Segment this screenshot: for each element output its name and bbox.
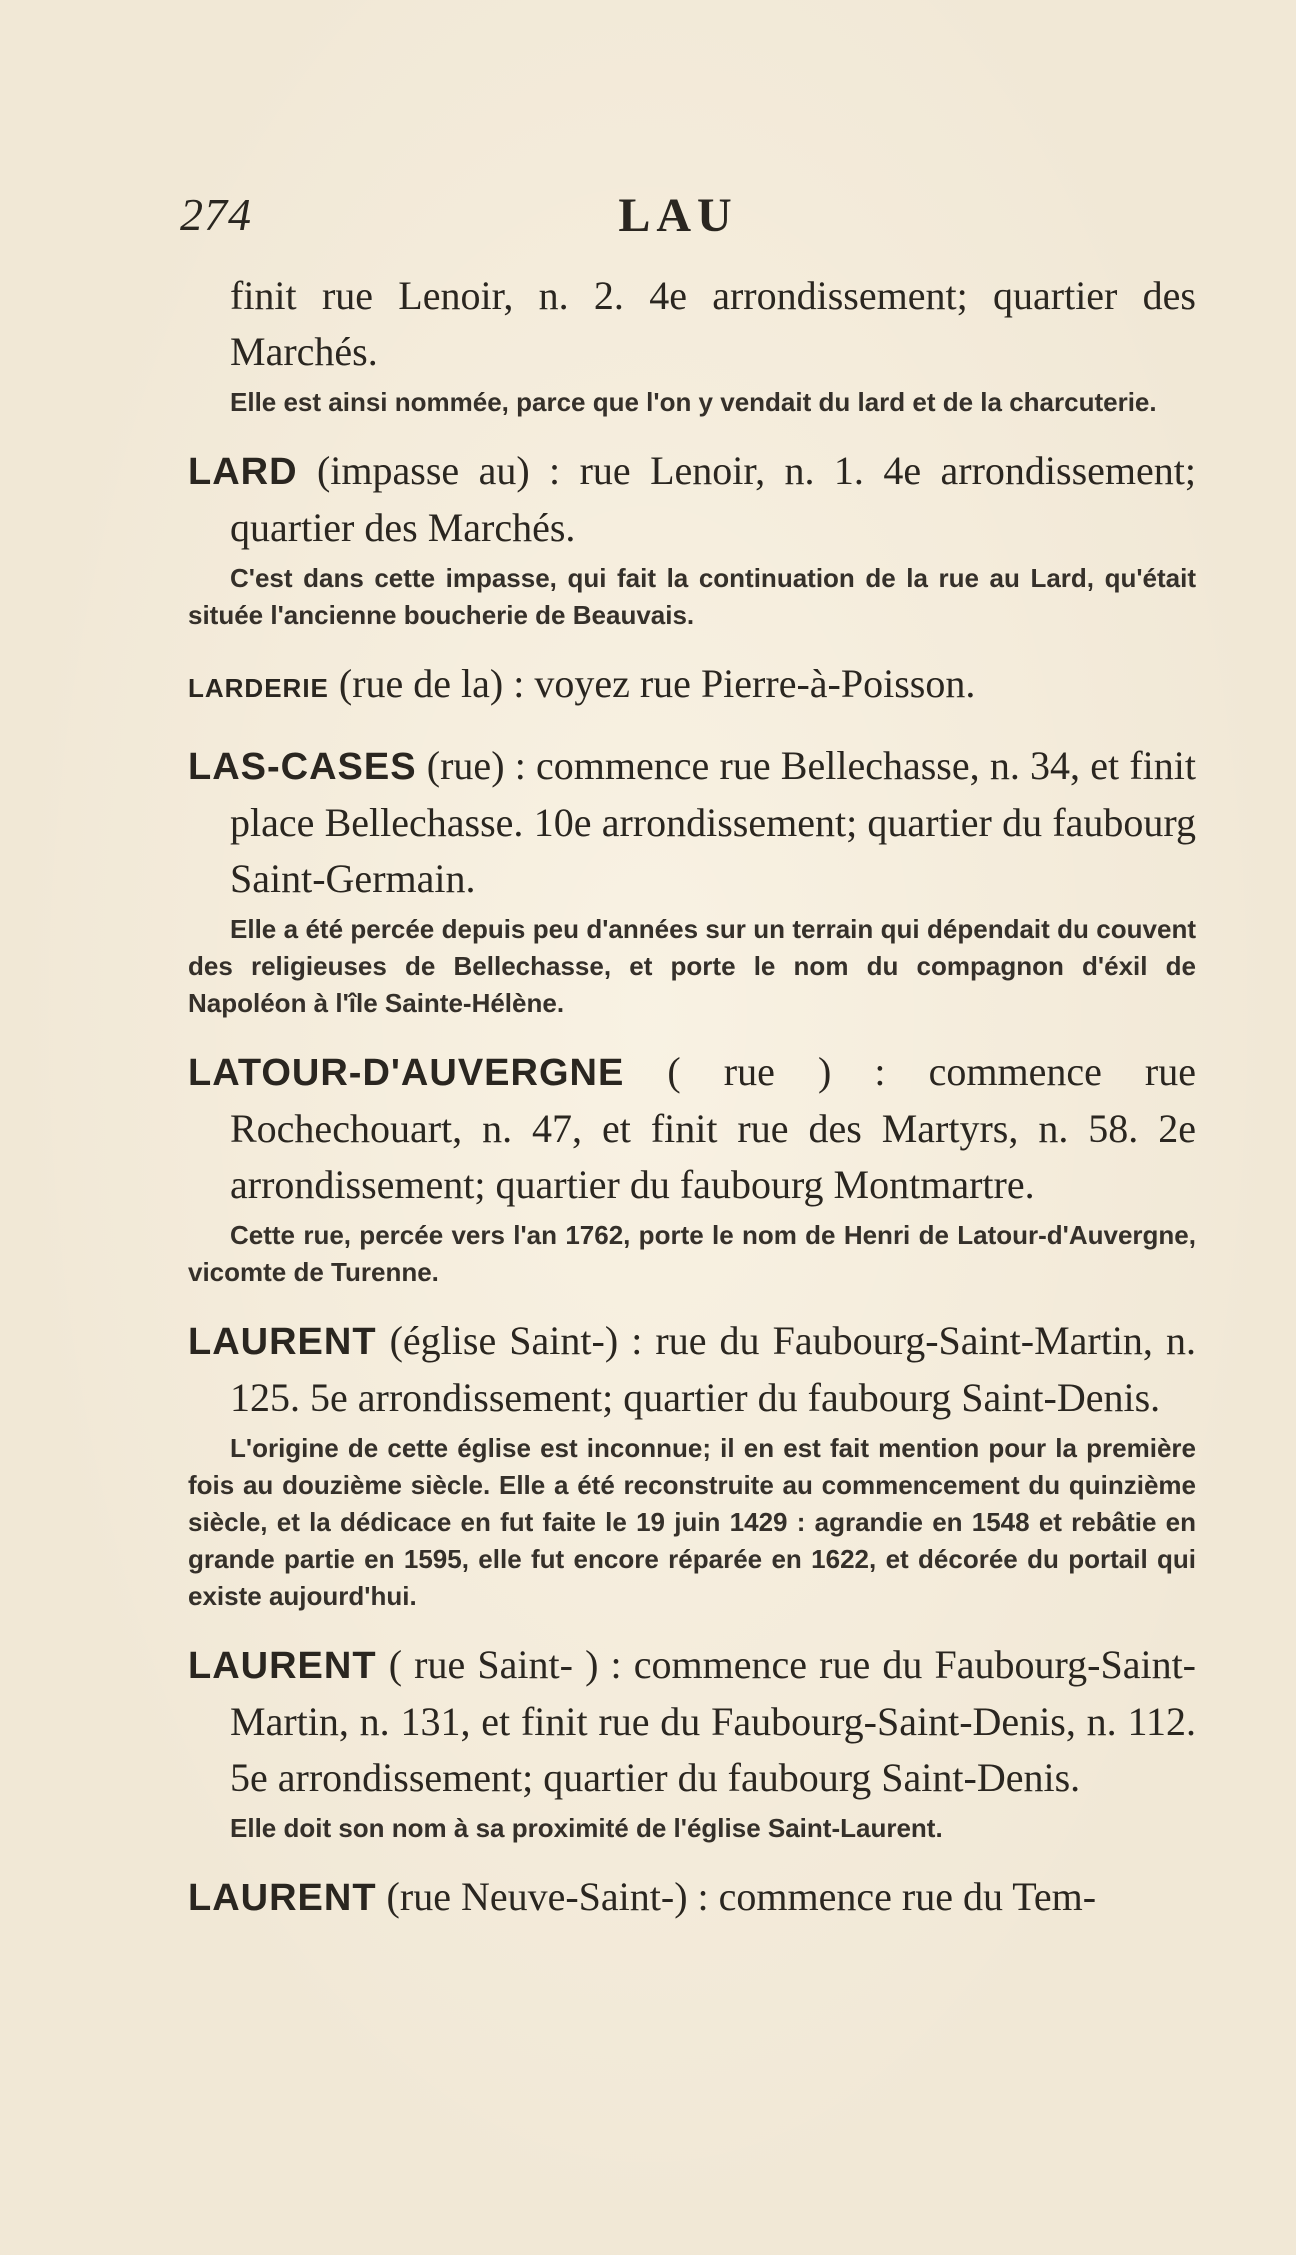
entry-text: (rue Neuve-Saint-) : commence rue du Tem-: [376, 1874, 1097, 1919]
entry-line: [188, 443, 1196, 556]
entry-lard: [188, 443, 1196, 634]
entry-text: (impasse au) : rue Lenoir, n. 1. 4e arrondissement; quartier des Marchés.: [230, 448, 1196, 550]
entry-headword: LARD: [188, 451, 298, 493]
entry-note: L'origine de cette église est inconnue; il en est fait mention pour la première fois au douzième siècle. Elle a été reconstruite au commencement du quinzième siècle, et la dédicace en fut faite le 19 juin 1429 : agrandie en 1548 et rebâtie en grande partie en 1595, elle fut encore réparée en 1622, et décorée du portail qui existe aujourd'hui.: [188, 1433, 1196, 1611]
page-number: 274: [180, 189, 252, 240]
entry-headword: LATOUR-D'AUVERGNE: [188, 1052, 625, 1094]
entry-line: [188, 1313, 1196, 1426]
entry-note: Elle doit son nom à sa proximité de l'église Saint-Laurent.: [230, 1813, 943, 1843]
entry-note: Cette rue, percée vers l'an 1762, porte le nom de Henri de Latour-d'Auvergne, vicomte de Turenne.: [188, 1220, 1196, 1287]
entry-las-cases: [188, 738, 1196, 1022]
entry-headword: LARDERIE: [188, 673, 329, 703]
entry-laurent-neuve: [188, 1869, 1196, 1926]
running-head: LAU: [618, 189, 738, 242]
entry-line: [188, 1637, 1196, 1806]
entry-text: ( rue Saint- ) : commence rue du Faubourg-Saint-Martin, n. 131, et finit rue du Faubourg-Saint-Denis, n. 112. 5e arrondissement; quartier du faubourg Saint-Denis.: [230, 1642, 1196, 1800]
entry-headword: LAURENT: [188, 1877, 377, 1919]
entry-line: [188, 738, 1196, 907]
entry-headword: LAS-CASES: [188, 746, 417, 788]
entry-line: [188, 1044, 1196, 1213]
entry-text: (rue de la) : voyez rue Pierre-à-Poisson.: [328, 661, 976, 706]
entry-text: (rue) : commence rue Bellechasse, n. 34, et finit place Bellechasse. 10e arrondissement; quartier du faubourg Saint-Germain.: [230, 743, 1196, 901]
entry-larderie: [188, 656, 1196, 716]
entry-latour-dauvergne: [188, 1044, 1196, 1291]
entry-laurent-rue: [188, 1637, 1196, 1847]
entry-note: Elle a été percée depuis peu d'années sur un terrain qui dépendait du couvent des religieuses de Bellechasse, et porte le nom du compagnon d'éxil de Napoléon à l'île Sainte-Hélène.: [188, 914, 1196, 1018]
entry-laurent-eglise: [188, 1313, 1196, 1615]
entry-text: ( rue ) : commence rue Rochechouart, n. 47, et finit rue des Martyrs, n. 58. 2e arrondissement; quartier du faubourg Montmartre.: [230, 1049, 1196, 1207]
entry-headword: LAURENT: [188, 1321, 377, 1363]
entry-note: C'est dans cette impasse, qui fait la continuation de la rue au Lard, qu'était située l'ancienne boucherie de Beauvais.: [188, 563, 1196, 630]
entry-line: [188, 656, 1196, 716]
page-body: [188, 268, 1196, 1948]
page-header: [180, 188, 1176, 252]
entry-note: Elle est ainsi nommée, parce que l'on y vendait du lard et de la charcuterie.: [230, 387, 1157, 417]
entry-text: finit rue Lenoir, n. 2. 4e arrondissement; quartier des Marchés.: [230, 273, 1196, 374]
entry-line: [188, 1869, 1196, 1926]
entry-headword: LAURENT: [188, 1645, 377, 1687]
entry-text: (église Saint-) : rue du Faubourg-Saint-Martin, n. 125. 5e arrondissement; quartier du faubourg Saint-Denis.: [230, 1318, 1196, 1420]
entry-continuation: [188, 268, 1196, 421]
